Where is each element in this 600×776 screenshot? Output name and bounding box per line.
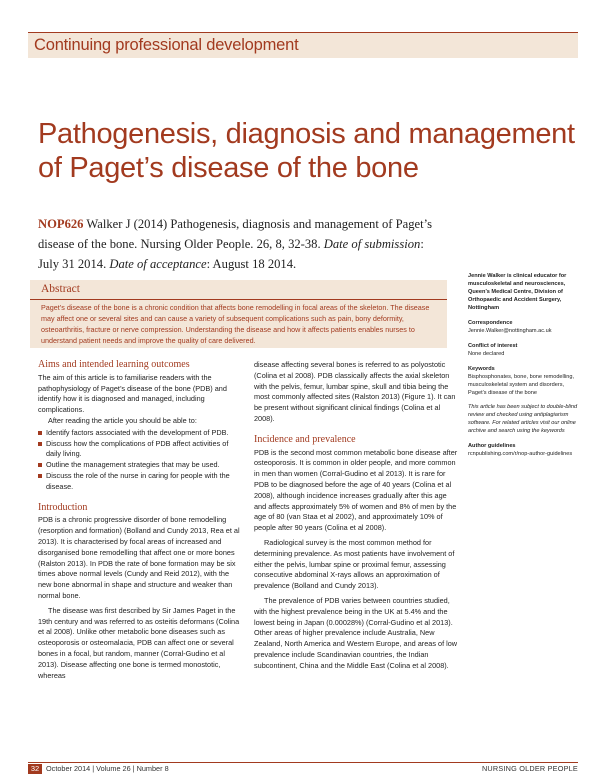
correspondence-email[interactable]: Jennie.Walker@nottingham.ac.uk bbox=[468, 328, 552, 334]
keywords-label: Keywords bbox=[468, 366, 495, 372]
citation-code: NOP626 bbox=[38, 217, 84, 231]
guidelines-label: Author guidelines bbox=[468, 443, 516, 449]
intro-paragraph: PDB is a chronic progressive disorder of bone remodelling (resorption and formation) (Bolland and Cundy 2013, Rea et al 2013). It is characterised by focal areas of increased and disorganised bone remodelling that affect one or more bones (Ralston 2013). In PDB the rate of bone formation may be six times above normal levels (Cundy and Reid 2012), with the new bone abnormal in shape and structure and weaker than normal bone. bbox=[38, 515, 240, 600]
article-title: Pathogenesis, diagnosis and management of Paget’s disease of the bone bbox=[38, 118, 575, 184]
prevalence-paragraph: The prevalence of PDB varies between countries studied, with the highest prevalence being in the UK at 5.4% and the lowest being in Japan (0.00028%) (Corral-Gudino et al 2013). Other areas of higher prevalence include Australia, New Zealand, North America and Western Europe, and areas of low prevalence include Scandinavian countries, the Indian subcontinent, China and the Middle East (Colina et al 2008). bbox=[254, 595, 458, 670]
aims-text: The aim of this article is to familiarise readers with the pathophysiology of Paget’s disease of the bone (PDB) and identify how it is diagnosed and managed, including complications. bbox=[38, 372, 227, 415]
guidelines-link[interactable]: rcnpublishing.com/r/nop-author-guidelines bbox=[468, 451, 573, 457]
intro-heading: Introduction bbox=[38, 501, 88, 513]
footer-divider bbox=[28, 762, 578, 763]
continued-paragraph: disease affecting several bones is referred to as polyostotic (Colina et al 2008). PDB classically affects the axial skeleton with the pelvis, femur, lumbar spine, skull and tibia being the most commonly affected sites (Ralston 2013) (Figure 1). It can be present without significant clinical findings (Colina et al 2008). bbox=[254, 360, 456, 423]
keywords-text: Bisphosphonates, bone, bone remodelling, musculoskeletal system and disorders, Paget’s disease of the bone bbox=[468, 374, 575, 396]
correspondence-label: Correspondence bbox=[468, 320, 513, 326]
section-title: Continuing professional development bbox=[34, 36, 299, 54]
aims-intro: After reading the article you should be able to: bbox=[48, 415, 197, 425]
outcomes-list bbox=[38, 428, 243, 493]
citation: NOP626 Walker J (2014) Pathogenesis, diagnosis and management of Paget’s disease of the bone. Nursing Older People. 26, 8, 32-38. Date of submission: July 31 2014. Date of acceptance: August 18 2014. bbox=[38, 217, 432, 271]
abstract-divider bbox=[30, 299, 447, 300]
page-number: 32 bbox=[28, 764, 42, 774]
outcome-item: Identify factors associated with the development of PDB. bbox=[38, 428, 243, 439]
column-2 bbox=[254, 360, 459, 672]
conflict-label: Conflict of interest bbox=[468, 343, 518, 349]
prevalence-heading: Incidence and prevalence bbox=[254, 433, 356, 445]
outcome-item: Discuss how the complications of PDB affect activities of daily living. bbox=[38, 439, 243, 461]
prevalence-paragraph: PDB is the second most common metabolic bone disease after osteoporosis. It is common in older people, and more common in men than women (Corral-Gudino et al 2013). It is rare for PDB to be diagnosed before the age of 40 years (Colina et al 2008), although incidence increases gradually after this age and affects approximately 5% of women and 8% of men by the age of 80 (van Staa et al 2002), and approximately 10% of people after 90 years (Colina et al 2008). bbox=[254, 447, 458, 533]
section-header bbox=[28, 32, 578, 58]
author-info: Jennie Walker is clinical educator for musculoskeletal and neurosciences, Queen’s Medical Centre, Division of Orthopaedic and Accident Surgery, Nottingham bbox=[468, 273, 567, 311]
journal-name: NURSING OLDER PEOPLE bbox=[481, 764, 578, 773]
footer bbox=[28, 764, 578, 776]
intro-paragraph: The disease was first described by Sir James Paget in the 19th century and was referred to as osteitis deformans (Colina et al 2008). Unlike other metabolic bone diseases such as osteoporosis or osteomalacia, PDB can affect one or several bones in a focal, but random, manner (Corral-Gudino et al 2013). Disease affecting one bone is termed monostotic, whereas bbox=[38, 605, 240, 680]
abstract-heading: Abstract bbox=[41, 283, 80, 295]
abstract-box bbox=[30, 280, 447, 348]
issue-info: October 2014 | Volume 26 | Number 8 bbox=[46, 764, 169, 773]
outcome-item: Outline the management strategies that may be used. bbox=[38, 460, 243, 471]
conflict-text: None declared bbox=[468, 351, 505, 357]
prevalence-paragraph: Radiological survey is the most common method for determining prevalence. As most patients have involvement of either the pelvis, lumbar spine or proximal femur, assessing consecutive abdominal X-rays allows an approximation of prevalence (Bolland and Cundy 2013). bbox=[254, 537, 455, 591]
abstract-text: Paget’s disease of the bone is a chronic condition that affects bone remodelling in focal areas of the skeleton. The disease may affect one or several sites and can cause a variety of subsequent complications such as pain, bony deformity, osteoarthritis, fracture or nerve compression. Understanding the disease and how it affects patients enables nurses to understand patient needs and improve the quality of care delivered. bbox=[41, 303, 430, 345]
sidebar bbox=[468, 272, 578, 458]
outcome-item: Discuss the role of the nurse in caring for people with the disease. bbox=[38, 471, 243, 493]
review-note: This article has been subject to double-blind review and checked using antiplagiarism software. For related articles visit our online archive and search using the keywords bbox=[468, 404, 578, 434]
aims-heading: Aims and intended learning outcomes bbox=[38, 359, 190, 370]
column-1 bbox=[38, 360, 243, 681]
